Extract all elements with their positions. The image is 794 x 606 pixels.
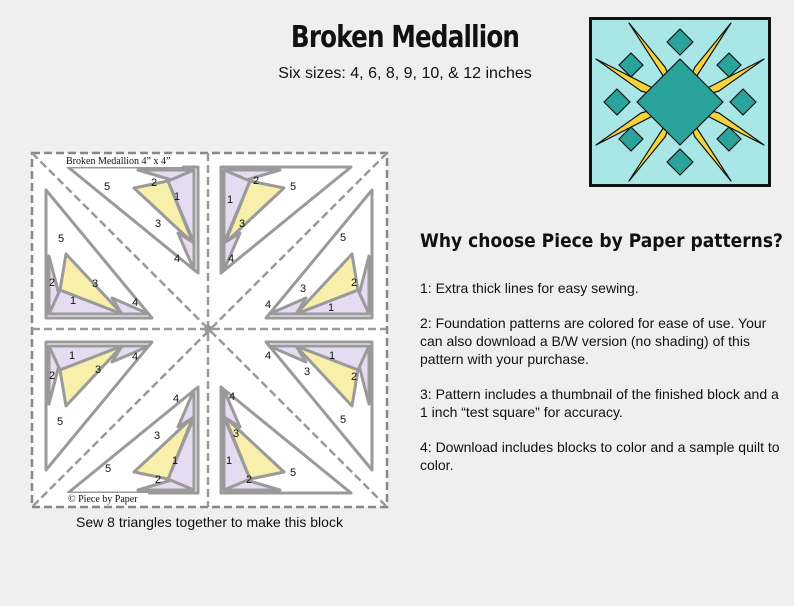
piece-number: 3 (95, 364, 102, 376)
piece-number: 4 (265, 299, 272, 311)
feature-item: 4: Download includes blocks to color and a sample quilt to color. (420, 439, 780, 473)
piece-number: 1 (70, 295, 77, 307)
piece-number: 5 (104, 181, 111, 193)
piece-number: 4 (174, 253, 181, 265)
piece-number: 3 (92, 278, 99, 290)
piece-number: 1 (69, 350, 76, 362)
pattern-size-label: Broken Medallion 4” x 4” (66, 156, 171, 167)
piece-number: 5 (57, 416, 64, 428)
piece-number: 5 (290, 181, 297, 193)
sizes-subtitle: Six sizes: 4, 6, 8, 9, 10, & 12 inches (278, 65, 532, 82)
piece-number: 4 (132, 297, 139, 309)
page-title: Broken Medallion (290, 20, 520, 55)
piece-number: 3 (300, 283, 307, 295)
piece-number: 1 (328, 302, 335, 314)
piece-number: 3 (233, 428, 240, 440)
piece-number: 4 (173, 393, 180, 405)
feature-list (420, 279, 780, 491)
piece-number: 1 (226, 455, 233, 467)
piece-number: 1 (172, 455, 179, 467)
pattern-caption: Sew 8 triangles together to make this block (76, 514, 343, 530)
center-mark-icon (204, 325, 212, 333)
piece-number: 2 (49, 277, 56, 289)
piece-number: 2 (155, 474, 162, 486)
piece-number: 4 (229, 391, 236, 403)
piece-number: 2 (351, 371, 358, 383)
piece-number: 1 (329, 350, 336, 362)
piece-number: 3 (154, 430, 161, 442)
piece-number: 4 (228, 253, 235, 265)
why-heading: Why choose Piece by Paper patterns? (420, 230, 783, 252)
piece-number: 5 (340, 414, 347, 426)
piece-number: 5 (290, 467, 297, 479)
piece-number: 5 (105, 463, 112, 475)
piece-number: 1 (174, 191, 181, 203)
piece-number: 3 (239, 218, 246, 230)
piece-number: 3 (155, 218, 162, 230)
piece-number: 2 (49, 370, 56, 382)
piece-number: 4 (265, 350, 272, 362)
piece-number: 4 (132, 351, 139, 363)
feature-item: 3: Pattern includes a thumbnail of the finished block and a 1 inch “test square” for accuracy. (420, 386, 779, 420)
piece-number: 2 (151, 177, 158, 189)
copyright-label: © Piece by Paper (68, 494, 138, 505)
feature-item: 1: Extra thick lines for easy sewing. (420, 280, 639, 296)
piece-number: 2 (253, 175, 260, 187)
feature-item: 2: Foundation patterns are colored for ease of use. Your can also download a B/W version (no shading) of this pattern with your purchase. (420, 315, 767, 367)
piece-number: 2 (351, 277, 358, 289)
piece-number: 5 (58, 233, 65, 245)
piece-number: 3 (304, 366, 311, 378)
piece-number: 2 (246, 474, 253, 486)
foundation-pattern (28, 148, 391, 513)
piece-number: 1 (227, 194, 234, 206)
piece-number: 5 (340, 232, 347, 244)
block-thumbnail (589, 17, 771, 187)
